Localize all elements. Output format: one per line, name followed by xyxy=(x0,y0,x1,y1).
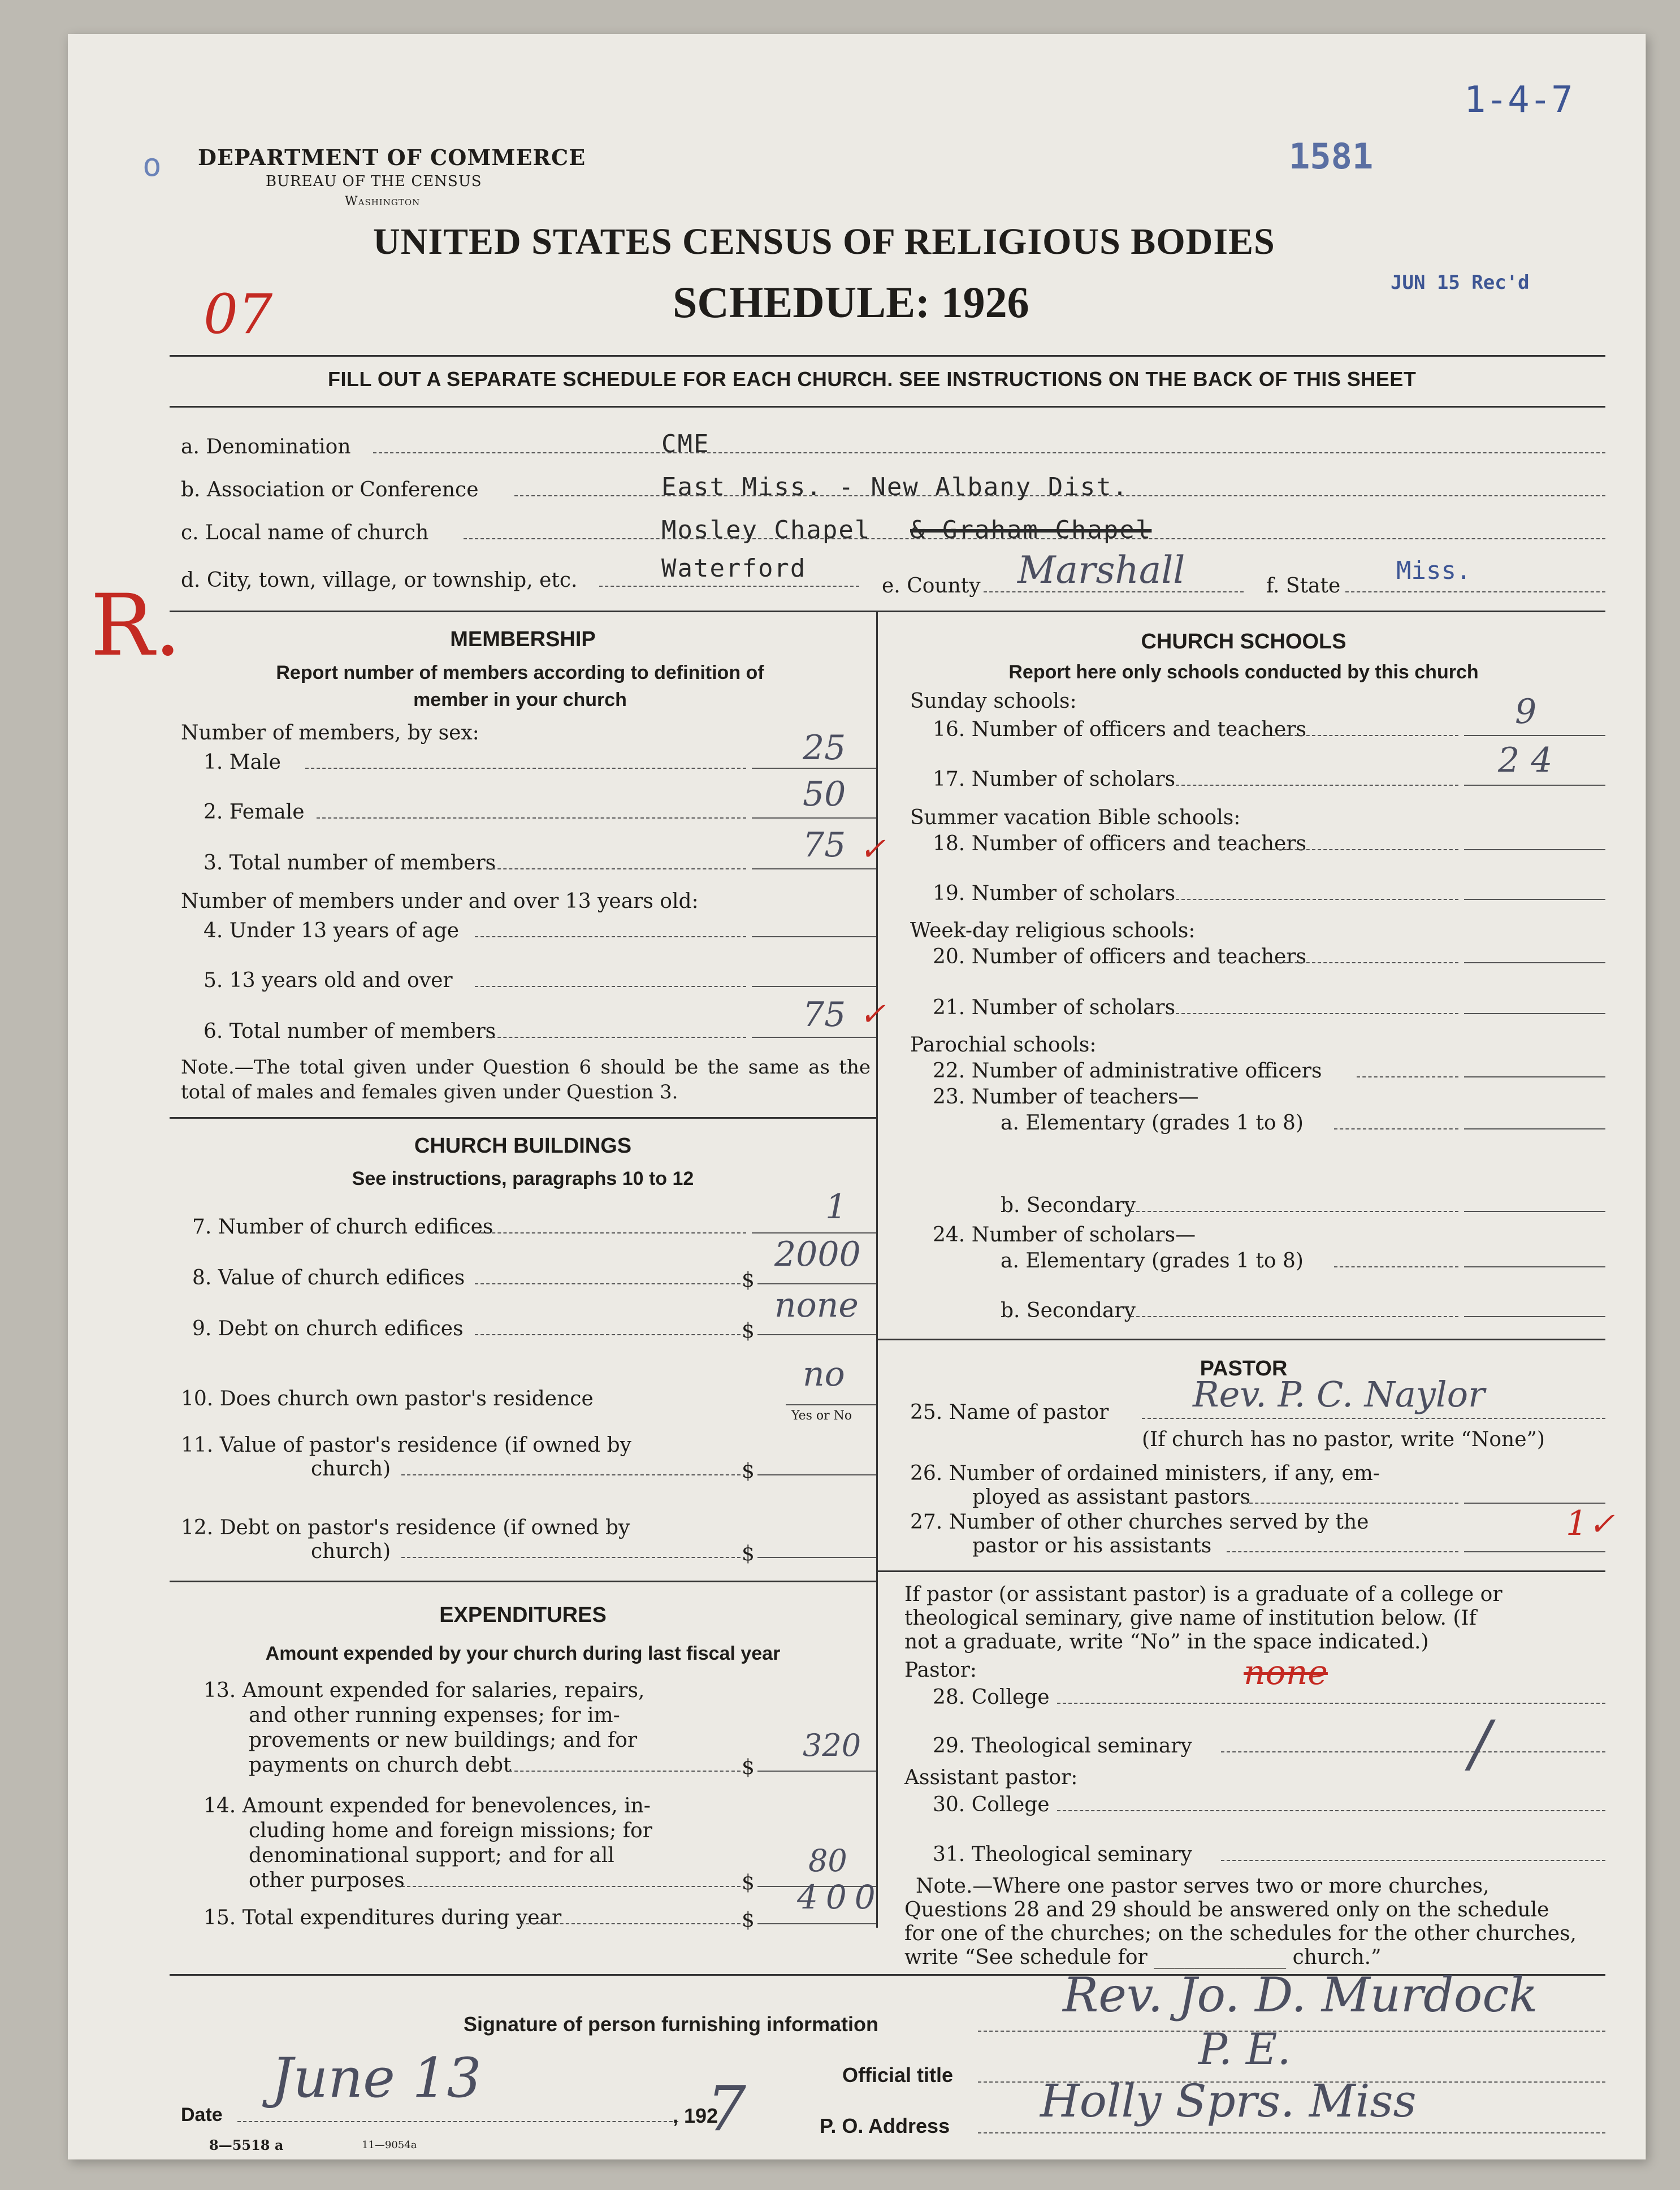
q29-label: 29. Theological seminary xyxy=(933,1734,1192,1758)
q22-label: 22. Number of administrative officers xyxy=(933,1059,1322,1083)
q15-label: 15. Total expenditures during year xyxy=(203,1906,562,1929)
q3-label: 3. Total number of members xyxy=(203,851,496,875)
q8-value[interactable]: 2000 xyxy=(774,1235,861,1274)
q23-label: 23. Number of teachers— xyxy=(933,1085,1199,1109)
q24-label: 24. Number of scholars— xyxy=(933,1223,1196,1247)
q10-label: 10. Does church own pastor's residence xyxy=(181,1387,594,1410)
q11-label: 11. Value of pastor's residence (if owned by xyxy=(181,1434,632,1457)
q12-label: 12. Debt on pastor's residence (if owned by xyxy=(181,1516,630,1539)
buildings-sub: See instructions, paragraphs 10 to 12 xyxy=(352,1168,694,1189)
q12-label-cont: church) xyxy=(311,1540,391,1563)
census-schedule-sheet xyxy=(68,34,1646,2159)
q10-hint: Yes or No xyxy=(791,1409,852,1423)
members-by-sex-label: Number of members, by sex: xyxy=(181,721,479,745)
members-by-age-label: Number of members under and over 13 years old: xyxy=(181,890,699,913)
q3-value[interactable]: 75 xyxy=(803,825,846,865)
q16-label: 16. Number of officers and teachers xyxy=(933,718,1307,741)
q27-checkmark: ✓ xyxy=(1588,1506,1615,1543)
department-name: DEPARTMENT OF COMMERCE xyxy=(198,145,586,170)
denomination-value[interactable]: CME xyxy=(661,430,710,458)
stamp-file-number: 1-4-7 xyxy=(1464,79,1573,121)
county-label: e. County xyxy=(882,574,981,598)
q16-value[interactable]: 9 xyxy=(1515,692,1537,732)
q27-label-cont: pastor or his assistants xyxy=(972,1534,1212,1557)
q13-value[interactable]: 320 xyxy=(803,1728,861,1763)
pastor-sub-label: Pastor: xyxy=(904,1659,977,1682)
year-prefix: , 192 xyxy=(673,2104,718,2127)
q13-line2: and other running expenses; for im- xyxy=(249,1704,620,1727)
q14-line3: denominational support; and for all xyxy=(249,1844,614,1867)
q18-label: 18. Number of officers and teachers xyxy=(933,832,1307,855)
schools-heading: CHURCH SCHOOLS xyxy=(1141,630,1346,653)
q25-value[interactable]: Rev. P. C. Naylor xyxy=(1193,1374,1485,1415)
print-number: 11—9054a xyxy=(362,2139,417,2151)
q12-dollar: $ xyxy=(742,1542,755,1565)
summer-schools-label: Summer vacation Bible schools: xyxy=(910,806,1241,829)
q28-value[interactable]: none xyxy=(1244,1653,1328,1693)
q27-value[interactable]: 1 xyxy=(1566,1504,1588,1543)
county-value[interactable]: Marshall xyxy=(1017,548,1185,592)
form-title: UNITED STATES CENSUS OF RELIGIOUS BODIES xyxy=(373,221,1275,262)
form-schedule-year: SCHEDULE: 1926 xyxy=(673,278,1029,327)
membership-heading: MEMBERSHIP xyxy=(450,627,596,651)
q8-dollar: $ xyxy=(742,1269,755,1292)
form-number: 8—5518 a xyxy=(209,2137,284,2153)
grad-note-line3: not a graduate, write “No” in the space indicated.) xyxy=(904,1630,1429,1654)
q3-checkmark: ✓ xyxy=(859,831,886,868)
q10-value[interactable]: no xyxy=(803,1354,845,1394)
date-label: Date xyxy=(181,2104,223,2126)
q26-label-cont: ployed as assistant pastors xyxy=(972,1486,1250,1509)
po-address-label: P. O. Address xyxy=(820,2114,950,2137)
q26-label: 26. Number of ordained ministers, if any, em- xyxy=(910,1462,1380,1485)
expenditures-sub: Amount expended by your church during last fiscal year xyxy=(265,1643,781,1664)
q6-value[interactable]: 75 xyxy=(803,995,846,1035)
q15-dollar: $ xyxy=(742,1908,755,1932)
grad-note-line2: theological seminary, give name of institution below. (If xyxy=(904,1607,1477,1630)
q9-value[interactable]: none xyxy=(774,1286,859,1325)
q31-label: 31. Theological seminary xyxy=(933,1843,1192,1866)
expenditures-heading: EXPENDITURES xyxy=(439,1603,607,1627)
q17-label: 17. Number of scholars xyxy=(933,768,1176,791)
q11-label-cont: church) xyxy=(311,1457,391,1481)
q5-label: 5. 13 years old and over xyxy=(203,969,453,992)
denomination-label: a. Denomination xyxy=(181,435,351,458)
grad-note-line1: If pastor (or assistant pastor) is a graduate of a college or xyxy=(904,1583,1503,1606)
q21-label: 21. Number of scholars xyxy=(933,996,1176,1019)
q23a-label: a. Elementary (grades 1 to 8) xyxy=(1001,1111,1304,1135)
handwritten-letter-mark: R. xyxy=(90,577,181,675)
buildings-heading: CHURCH BUILDINGS xyxy=(414,1134,632,1158)
q20-label: 20. Number of officers and teachers xyxy=(933,945,1307,968)
q9-label: 9. Debt on church edifices xyxy=(192,1317,464,1340)
q4-label: 4. Under 13 years of age xyxy=(203,919,460,942)
local-name-struck: & Graham Chapel xyxy=(910,516,1152,544)
q14-line1: 14. Amount expended for benevolences, in- xyxy=(203,1794,651,1817)
q1-value[interactable]: 25 xyxy=(803,728,846,768)
q25-hint: (If church has no pastor, write “None”) xyxy=(1142,1428,1545,1451)
q25-label: 25. Name of pastor xyxy=(910,1401,1109,1424)
q13-line4: payments on church debt xyxy=(249,1754,512,1777)
q14-line2: cluding home and foreign missions; for xyxy=(249,1819,652,1842)
sunday-schools-label: Sunday schools: xyxy=(910,690,1077,713)
q13-line3: provements or new buildings; and for xyxy=(249,1729,638,1752)
signature-value[interactable]: Rev. Jo. D. Murdock xyxy=(1063,1967,1538,2023)
q27-label: 27. Number of other churches served by the xyxy=(910,1511,1369,1534)
pastor-note-line1: Note.—Where one pastor serves two or more churches, xyxy=(916,1875,1490,1898)
association-label: b. Association or Conference xyxy=(181,478,479,501)
q7-value[interactable]: 1 xyxy=(825,1187,847,1227)
city-value[interactable]: Waterford xyxy=(661,554,807,583)
q2-value[interactable]: 50 xyxy=(803,774,846,814)
q9-dollar: $ xyxy=(742,1319,755,1343)
state-label: f. State xyxy=(1266,574,1341,598)
local-name-value[interactable]: Mosley Chapel xyxy=(661,516,871,544)
q7-label: 7. Number of church edifices xyxy=(192,1215,493,1239)
stamp-corner-mark: o xyxy=(142,147,162,184)
stamp-schedule-number: 1581 xyxy=(1289,136,1374,177)
state-value[interactable]: Miss. xyxy=(1396,556,1471,585)
bureau-city: Washington xyxy=(345,194,421,209)
q29-value[interactable]: / xyxy=(1470,1707,1491,1780)
date-value[interactable]: June 13 xyxy=(271,2046,482,2110)
q30-label: 30. College xyxy=(933,1793,1050,1816)
q24a-label: a. Elementary (grades 1 to 8) xyxy=(1001,1249,1304,1273)
po-address-value[interactable]: Holly Sprs. Miss xyxy=(1040,2075,1417,2127)
pastor-note-line4: write “See schedule for _____________ church.” xyxy=(904,1946,1382,1969)
q15-value[interactable]: 400 xyxy=(797,1878,884,1916)
membership-note: Note.—The total given under Question 6 should be the same as the total of males and females given under Question 3. xyxy=(181,1056,871,1103)
handwritten-code: 07 xyxy=(203,283,273,346)
bureau-name: BUREAU OF THE CENSUS xyxy=(266,173,482,190)
q13-line1: 13. Amount expended for salaries, repairs, xyxy=(203,1679,645,1702)
q1-label: 1. Male xyxy=(203,751,281,774)
q6-label: 6. Total number of members xyxy=(203,1020,496,1043)
q17-value[interactable]: 24 xyxy=(1498,741,1564,780)
q24b-label: b. Secondary xyxy=(1001,1299,1136,1322)
q8-label: 8. Value of church edifices xyxy=(192,1266,465,1289)
q11-dollar: $ xyxy=(742,1460,755,1483)
q23b-label: b. Secondary xyxy=(1001,1194,1136,1217)
pastor-note-line2: Questions 28 and 29 should be answered only on the schedule xyxy=(904,1898,1549,1921)
q19-label: 19. Number of scholars xyxy=(933,882,1176,905)
membership-intro: Report number of members according to definition of member in your church xyxy=(276,662,764,711)
schools-sub: Report here only schools conducted by this church xyxy=(1008,661,1479,683)
pastor-note-line3: for one of the churches; on the schedules for the other churches, xyxy=(904,1922,1577,1945)
pastor-heading: PASTOR xyxy=(1200,1357,1288,1380)
q28-label: 28. College xyxy=(933,1686,1050,1709)
q14-dollar: $ xyxy=(742,1871,755,1894)
q2-label: 2. Female xyxy=(203,800,305,824)
q13-dollar: $ xyxy=(742,1756,755,1779)
stamp-received-date: JUN 15 Rec'd xyxy=(1391,271,1530,294)
assistant-sub-label: Assistant pastor: xyxy=(904,1766,1078,1789)
q6-checkmark: ✓ xyxy=(859,996,886,1033)
official-title-value[interactable]: P. E. xyxy=(1198,2024,1291,2074)
parochial-schools-label: Parochial schools: xyxy=(910,1033,1097,1057)
q14-line4: other purposes xyxy=(249,1869,405,1892)
official-title-label: Official title xyxy=(842,2063,954,2087)
association-value[interactable]: East Miss. - New Albany Dist. xyxy=(661,473,1129,501)
signature-label: Signature of person furnishing information xyxy=(464,2012,878,2036)
weekday-schools-label: Week-day religious schools: xyxy=(910,919,1196,942)
q14-value[interactable]: 80 xyxy=(808,1843,847,1879)
local-name-label: c. Local name of church xyxy=(181,521,429,544)
year-digit[interactable]: 7 xyxy=(707,2072,746,2145)
fill-instruction: FILL OUT A SEPARATE SCHEDULE FOR EACH CHURCH. SEE INSTRUCTIONS ON THE BACK OF THIS SHEET xyxy=(328,367,1417,391)
city-label: d. City, town, village, or township, etc. xyxy=(181,569,578,592)
